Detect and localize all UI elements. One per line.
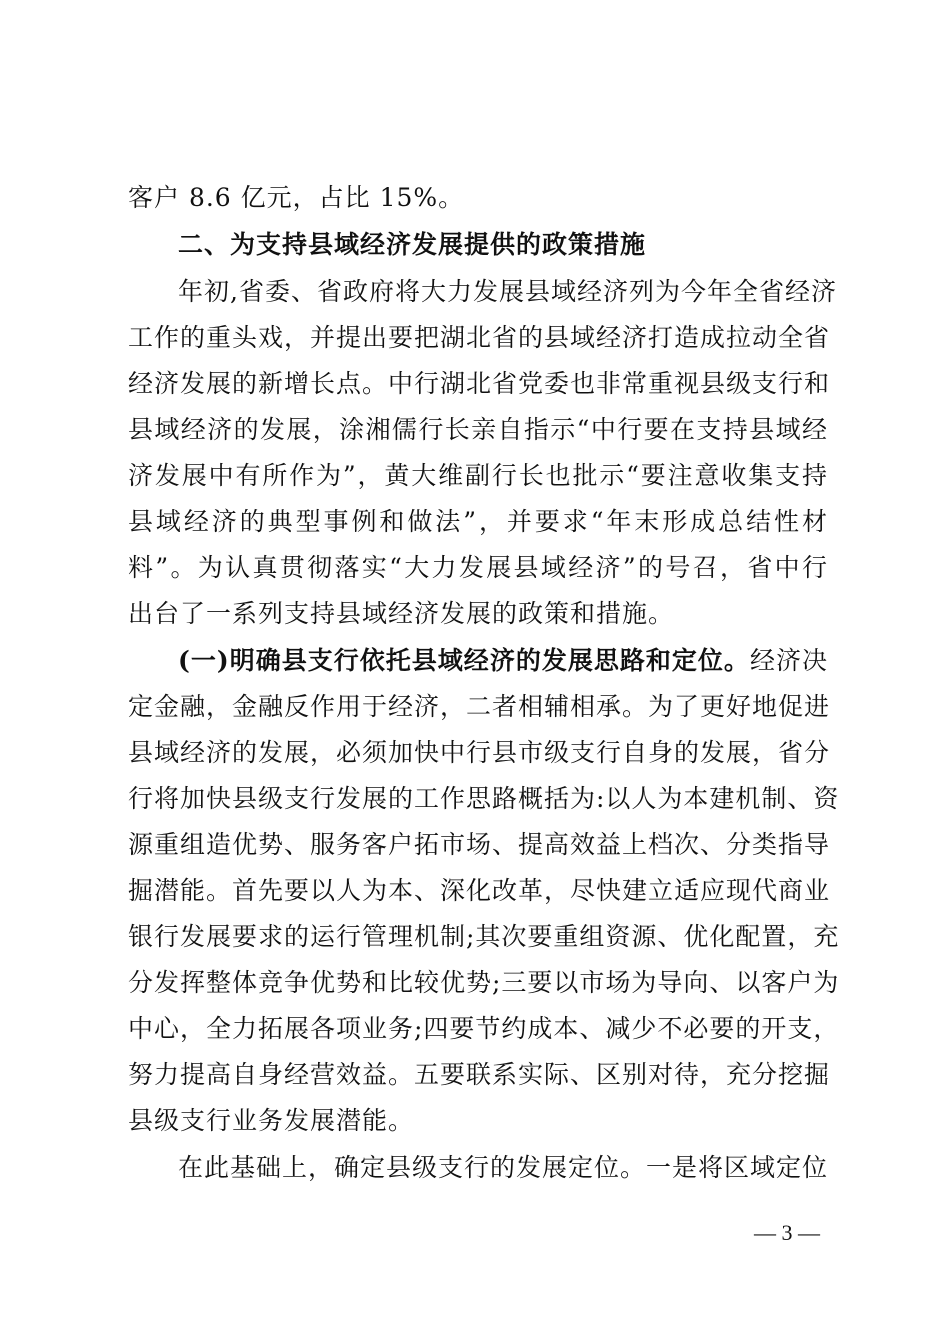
paragraph2-line-11: 县级支行业务发展潜能。 <box>128 1106 415 1135</box>
paragraph2-line-4: 行将加快县级支行发展的工作思路概括为:以人为本建机制、资 <box>128 784 840 813</box>
paragraph1-line-7: 料”。为认真贯彻落实“大力发展县域经济”的号召，省中行 <box>128 553 828 582</box>
paragraph2-line-6: 掘潜能。首先要以人为本、深化改革，尽快建立适应现代商业 <box>128 876 831 905</box>
paragraph1-line-4: 县域经济的发展，涂湘儒行长亲自指示“中行要在支持县域经 <box>128 415 828 444</box>
paragraph1-line-5: 济发展中有所作为”，黄大维副行长也批示“要注意收集支持 <box>128 461 828 490</box>
paragraph1-line-2: 工作的重头戏，并提出要把湖北省的县域经济打造成拉动全省 <box>128 323 831 352</box>
paragraph2-line-5: 源重组造优势、服务客户拓市场、提高效益上档次、分类指导 <box>128 830 831 859</box>
paragraph2-line-3: 县域经济的发展，必须加快中行县市级支行自身的发展，省分 <box>128 738 831 767</box>
paragraph2-line-8: 分发挥整体竞争优势和比较优势;三要以市场为导向、以客户为 <box>128 968 840 997</box>
paragraph2-line-10: 努力提高自身经营效益。五要联系实际、区别对待，充分挖掘 <box>128 1060 831 1089</box>
paragraph2-line-9: 中心，全力拓展各项业务;四要节约成本、减少不必要的开支， <box>128 1014 840 1043</box>
paragraph2-line-2: 定金融，金融反作用于经济，二者相辅相承。为了更好地促进 <box>128 692 831 721</box>
page-number: — 3 — <box>754 1220 820 1245</box>
paragraph1-line-3: 经济发展的新增长点。中行湖北省党委也非常重视县级支行和 <box>128 369 831 398</box>
paragraph3-line-1: 在此基础上，确定县级支行的发展定位。一是将区域定位 <box>178 1153 829 1182</box>
paragraph2-line-1 <box>178 645 828 681</box>
paragraph2-line-1-rest: 经济决 <box>749 646 828 675</box>
section-heading: 二、为支持县域经济发展提供的政策措施 <box>178 230 647 259</box>
paragraph1-line-8: 出台了一系列支持县域经济发展的政策和措施。 <box>128 599 675 628</box>
paragraph1-line-1: 年初,省委、省政府将大力发展县域经济列为今年全省经济 <box>178 277 837 306</box>
subsection-heading: (一)明确县支行依托县域经济的发展思路和定位。 <box>178 646 750 675</box>
paragraph2-line-7: 银行发展要求的运行管理机制;其次要重组资源、优化配置，充 <box>128 922 840 951</box>
paragraph1-line-6: 县域经济的典型事例和做法”，并要求“年末形成总结性材 <box>128 507 828 536</box>
intro-line: 客户 8.6 亿元，占比 15%。 <box>128 183 465 212</box>
